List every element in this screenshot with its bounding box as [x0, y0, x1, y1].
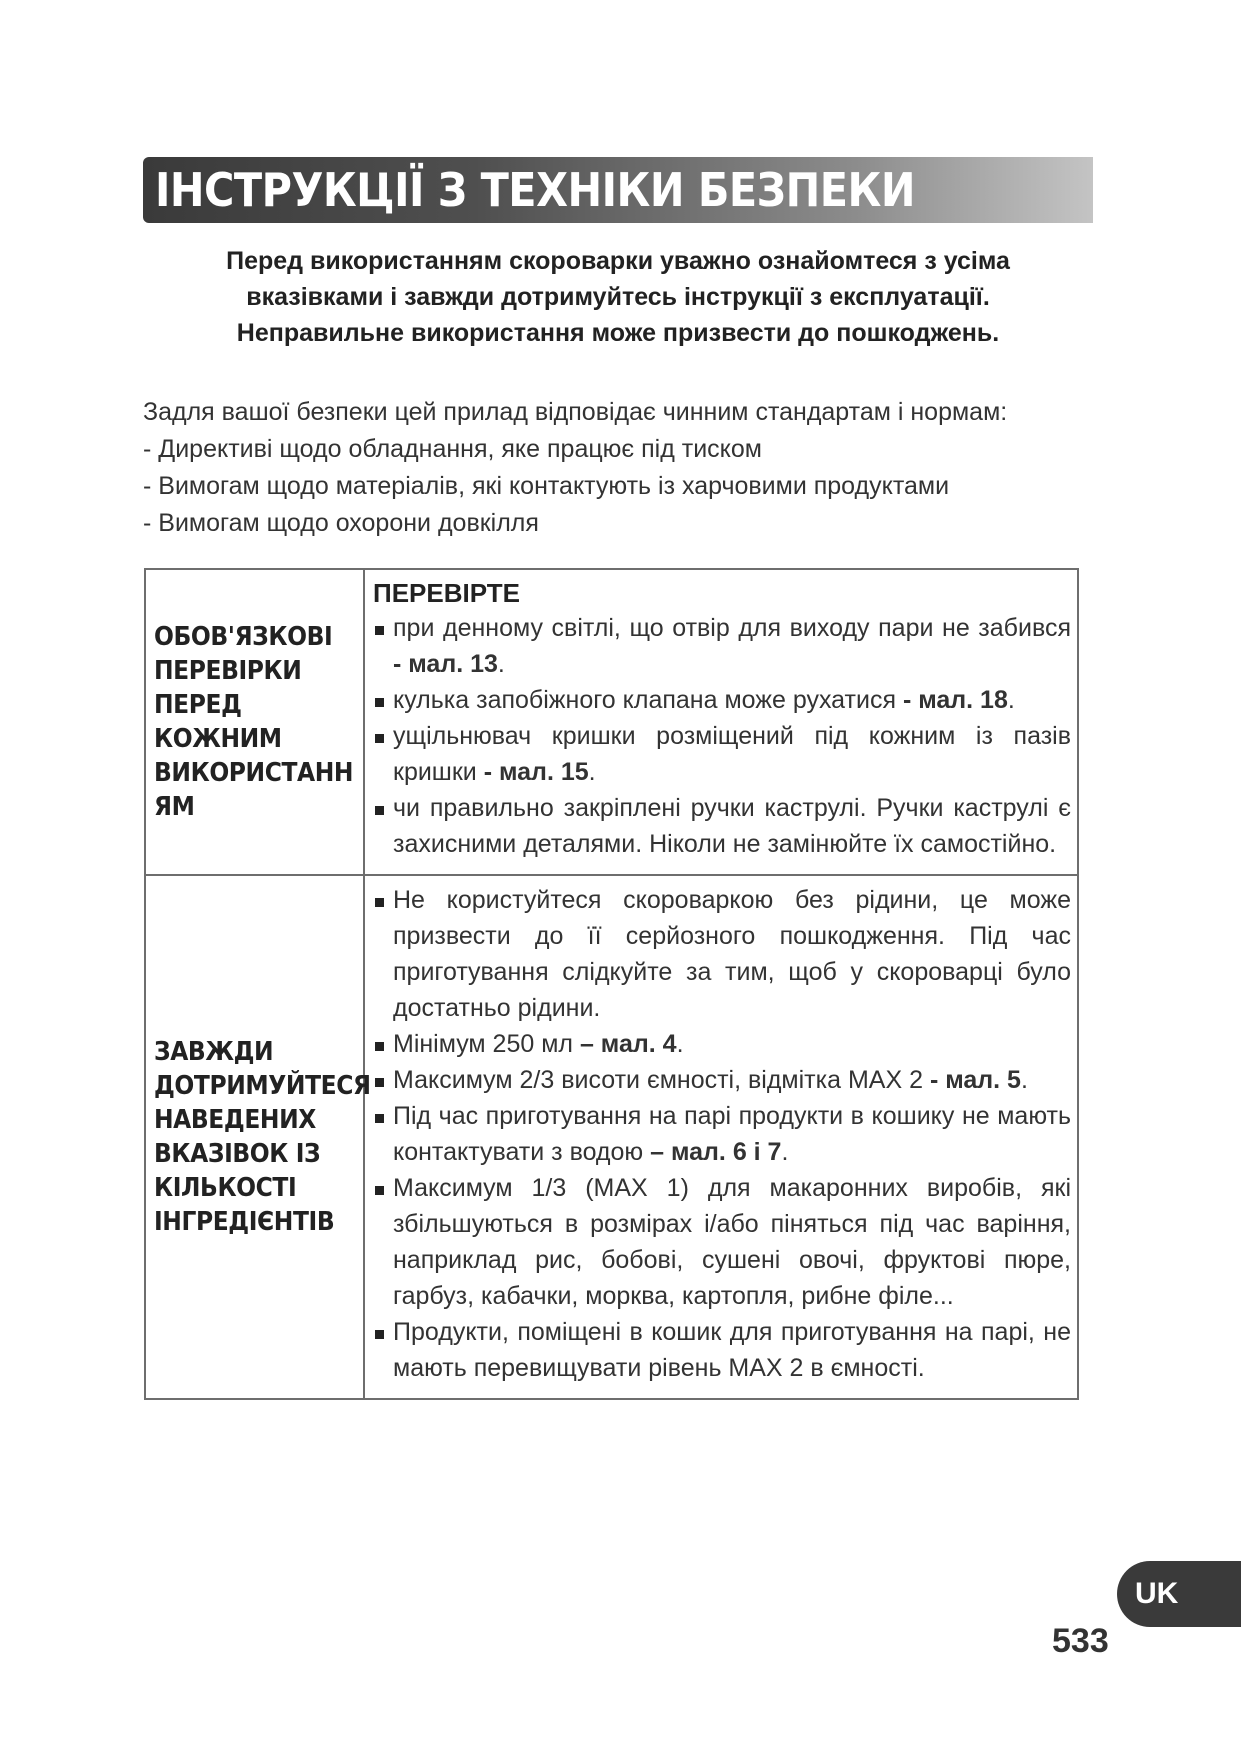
bullet-square-icon	[375, 898, 384, 907]
bullet-square-icon	[375, 734, 384, 743]
row-label-line: ЯМ	[154, 792, 195, 822]
bullet-square-icon	[375, 1114, 384, 1123]
standards-list	[143, 394, 1133, 542]
figure-reference: - мал. 15	[483, 758, 589, 786]
row-label-line: КОЖНИМ	[154, 724, 282, 754]
bullet-square-icon	[375, 1330, 384, 1339]
bullet-square-icon	[375, 1042, 384, 1051]
figure-reference: – мал. 4	[579, 1030, 677, 1058]
row-label-line: ВКАЗІВОК ІЗ	[154, 1139, 321, 1169]
table-row	[145, 569, 1078, 875]
bullet-square-icon	[375, 806, 384, 815]
bullet-square-icon	[375, 1078, 384, 1087]
bullet-item: чи правильно закріплені ручки каструлі. Ручки каструлі є захисними деталями. Ніколи не замінюйте їх самостійно.	[373, 790, 1071, 862]
intro-warning	[143, 243, 1093, 351]
language-tab	[1117, 1561, 1241, 1627]
bullet-item: Максимум 2/3 висоти ємності, відмітка MAX 2 - мал. 5.	[373, 1062, 1071, 1098]
figure-reference: – мал. 6 і 7	[650, 1138, 782, 1166]
language-code: UK	[1135, 1577, 1179, 1610]
bullet-item: при денному світлі, що отвір для виходу пари не забився - мал. 13.	[373, 610, 1071, 682]
row-label-cell	[145, 569, 364, 875]
title-bar	[143, 157, 1093, 223]
figure-reference: - мал. 18	[902, 686, 1008, 714]
row-label-line: ЗАВЖДИ	[154, 1037, 274, 1067]
row-content-cell	[364, 569, 1078, 875]
bullet-item: Максимум 1/3 (MAX 1) для макаронних виробів, які збільшуються в розмірах і/або пiняться під час варіння, наприклад рис, бобові, сушені овочі, фруктові пюре, гарбуз, кабачки, морква, картопля, рибне філе...	[373, 1170, 1071, 1314]
figure-reference: - мал. 5	[929, 1066, 1021, 1094]
bullet-item: Не користуйтеся скороваркою без рідини, це може призвести до її серйозного пошкодження. Під час приготування слідкуйте за тим, щоб у скороварці було достатньо рідини.	[373, 882, 1071, 1026]
intro-line: Неправильне використання може призвести до пошкоджень.	[236, 319, 1000, 347]
row-label	[154, 1035, 371, 1239]
bullet-square-icon	[375, 1186, 384, 1195]
bullet-item: Під час приготування на парі продукти в кошику не мають контактувати з водою – мал. 6 і 7.	[373, 1098, 1071, 1170]
intro-line: Перед використанням скороварки уважно ознайомтеся з усіма	[226, 247, 1010, 275]
bullet-item: кулька запобіжного клапана може рухатися - мал. 18.	[373, 682, 1071, 718]
row-label	[154, 620, 363, 824]
intro-line: вказівками і завжди дотримуйтесь інструкції з експлуатації.	[246, 283, 990, 311]
row-label-line: ІНГРЕДІЄНТІВ	[154, 1207, 335, 1237]
row-label-line: ДОТРИМУЙТЕСЯ	[154, 1071, 371, 1101]
bullet-item: Мінімум 250 мл – мал. 4.	[373, 1026, 1071, 1062]
row-label-cell	[145, 875, 371, 1399]
bullet-item: Продукти, поміщені в кошик для приготування на парі, не мають перевищувати рівень MAX 2 в ємності.	[373, 1314, 1071, 1386]
safety-table	[144, 568, 1079, 1400]
bullet-item: ущільнювач кришки розміщений під кожним із пазів кришки - мал. 15.	[373, 718, 1071, 790]
row-label-line: ПЕРЕД	[154, 690, 242, 720]
page-title: ІНСТРУКЦІЇ З ТЕХНІКИ БЕЗПЕКИ	[155, 163, 915, 217]
row-label-line: НАВЕДЕНИХ	[154, 1105, 316, 1135]
bullet-square-icon	[375, 698, 384, 707]
row-label-line: ВИКОРИСТАНН	[154, 758, 354, 788]
standards-lead: Задля вашої безпеки цей прилад відповідає чинним стандартам і нормам:	[143, 398, 1008, 426]
check-heading: ПЕРЕВІРТЕ	[373, 578, 520, 608]
page-number: 533	[1052, 1622, 1109, 1660]
row-label-line: КІЛЬКОСТІ	[154, 1173, 297, 1203]
table-row	[145, 875, 1078, 1399]
row-content-cell	[364, 875, 1078, 1399]
standards-item: - Вимогам щодо матеріалів, які контактують із харчовими продуктами	[143, 472, 950, 500]
standards-item: - Вимогам щодо охорони довкілля	[143, 509, 539, 537]
row-label-line: ОБОВ'ЯЗКОВІ	[154, 622, 333, 652]
row-label-line: ПЕРЕВІРКИ	[154, 656, 302, 686]
bullet-square-icon	[375, 626, 384, 635]
figure-reference: - мал. 13	[393, 650, 498, 678]
standards-item: - Директиві щодо обладнання, яке працює під тиском	[143, 435, 762, 463]
